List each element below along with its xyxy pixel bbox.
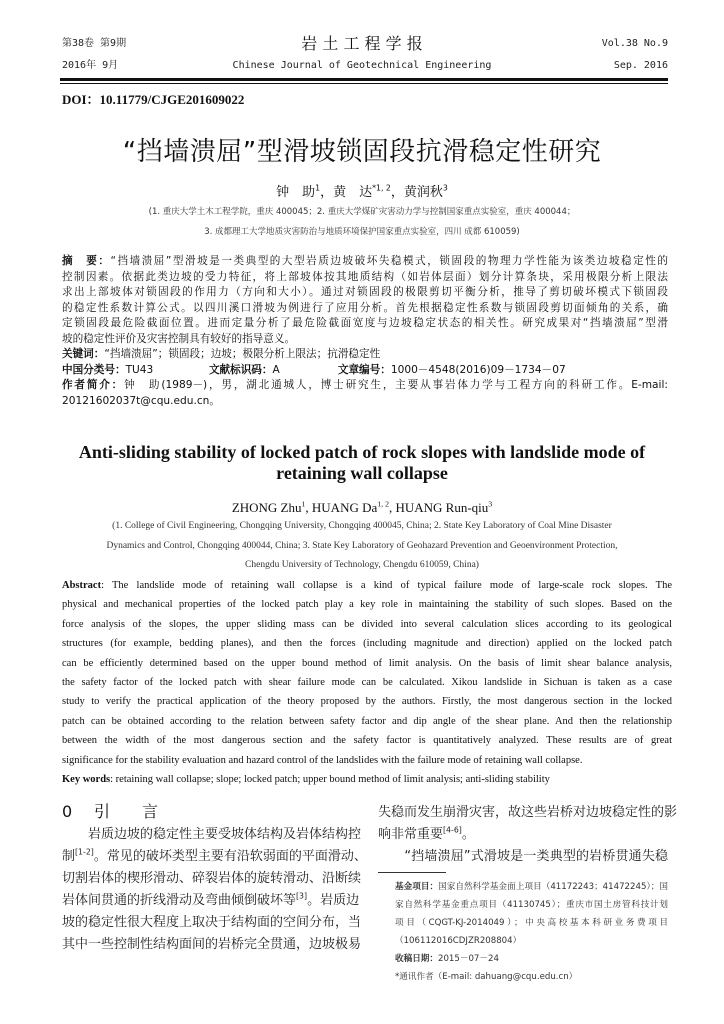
abstract-cn-text: “挡墙溃屈”型滑坡是一类典型的大型岩质边坡破坏失稳模式，锁固段的物理力学性能为该类边坡稳定性的 — [110, 255, 668, 267]
body-left-column — [62, 824, 367, 956]
abstract-en-line: structures (for example, bedding planes), and then the forces (including magnitude and direction) applied on the locked patch — [62, 638, 672, 650]
keywords-cn — [62, 347, 668, 363]
abstract-en-line: the safety factor of the locked patch with shear failure mode can be calculated. Xikou landslide in Sichuan is taken as a case — [62, 677, 672, 689]
abstract-cn-line: 的稳定性系数计算公式。以四川溪口滑坡为例进行了应用分析。首先根据稳定性系数与锁固段剪切面倾角的关系，确 — [62, 301, 668, 314]
abstract-en-text: : The landslide mode of retaining wall collapse is a kind of typical failure mode of large-scale rock slopes. The — [101, 580, 672, 591]
body-line — [62, 890, 360, 912]
keywords-cn-label: 关键词： — [62, 348, 105, 360]
author-affil-mark: 1 — [315, 183, 321, 193]
citation: [1-2] — [75, 847, 94, 857]
abstract-cn — [62, 254, 668, 409]
article-no-value: 1000－4548(2016)09－1734－07 — [390, 363, 566, 376]
author-affil-mark: *1, 2 — [372, 183, 391, 193]
classification-row — [62, 363, 668, 379]
abstract-en-line: significance for the stability evaluation and hazard control of the landslides with the failure mode of retaining wall collapse. — [62, 754, 583, 766]
title-en-line: Anti-sliding stability of locked patch of rock slopes with landslide mode of — [78, 442, 646, 462]
doc-code-value: A — [272, 363, 280, 376]
keywords-en-text: : retaining wall collapse; slope; locked patch; upper bound method of limit analysis; anti-sliding stability — [110, 774, 550, 786]
citation: [3] — [296, 891, 308, 901]
volume-issue-cn: 第38卷 第9期 — [62, 38, 127, 49]
author-intro — [62, 378, 668, 394]
doc-code-label: 文献标识码： — [208, 363, 273, 376]
affiliation-cn-line: 3. 成都理工大学地质灾害防治与地质环境保护国家重点实验室，四川 成都 610059) — [204, 227, 520, 237]
author-name: ，黄 达 — [320, 185, 373, 200]
class-label: 中国分类号： — [62, 363, 126, 376]
author-name: ，黄润秋 — [390, 185, 443, 200]
body-text: 岩体间贯通的折线滑动及弯曲倾倒破坏等 — [62, 893, 297, 908]
abstract-en-line: between the width of the most dangerous section and the safety factor is quantitatively analyzed. These results are of great — [62, 735, 672, 747]
abstract-en-label: Abstract — [62, 580, 102, 591]
article-no-label: 文章编号： — [337, 363, 391, 376]
abstract-cn-line: 坡的稳定性评价及灾害控制具有较好的指导意义。 — [62, 332, 296, 345]
fund-line: 家自然科学基金重点项目（41130745）；重庆市国土房管科技计划 — [395, 900, 668, 910]
author-email: 20121602037t@cqu.edu.cn。 — [62, 394, 220, 407]
affiliation-en-line: (1. College of Civil Engineering, Chongqing University, Chongqing 400045, China; 2. State Key Laboratory of Coal Mine Disaster — [112, 521, 612, 531]
body-line: 坡的稳定性很大程度上取决于结构面的空间分布，当 — [62, 915, 362, 930]
header-rule — [60, 78, 668, 81]
keywords-cn-text: “挡墙溃屈”；锁固段；边坡；极限分析上限法；抗滑稳定性 — [104, 348, 381, 360]
body-line — [62, 846, 367, 868]
body-text: 。常见的破坏类型主要有沿软弱面的平面滑动、 — [93, 849, 367, 864]
footnote — [395, 878, 668, 986]
abstract-en-line: study to verify the practical application of the theory proposed by the authors. Firstly, the most dangerous section in the locked — [62, 696, 672, 708]
fund-line — [395, 878, 668, 896]
abstract-cn-line — [62, 254, 668, 270]
keywords-en — [62, 770, 672, 789]
abstract-en-line: patch can be obtained according to the relation between safety factor and dip angle of the shear plane. And then the relationship — [62, 715, 672, 727]
header-rule-thin — [60, 83, 668, 84]
date-cn: 2016年 9月 — [62, 60, 119, 71]
author-name: , HUANG Run-qiu — [388, 500, 489, 515]
fund-line: 项目（CQGT-KJ-2014049）；中央高校基本科研业务费项目 — [395, 918, 668, 928]
section-title: 引 言 — [94, 802, 159, 821]
abstract-cn-line: 求出上部坡体对锁固段的作用力（方向和大小）。通过对锁固段的极限剪切平衡分析，推导了剪切破坏模式下锁固段 — [62, 286, 668, 298]
authors-en — [0, 500, 724, 516]
title-cn: “挡墙溃屈”型滑坡锁固段抗滑稳定性研究 — [122, 137, 602, 167]
author-affil-mark: 3 — [442, 183, 448, 193]
corresponding-author: *通讯作者（E-mail: dahuang@cqu.edu.cn） — [395, 972, 578, 982]
affiliation-en-line: Chengdu University of Technology, Chengdu 610059, China) — [245, 560, 479, 570]
affiliation-cn-line: (1. 重庆大学土木工程学院，重庆 400045；2. 重庆大学煤矿灾害动力学与控制国家重点实验室，重庆 400044； — [148, 207, 576, 217]
body-line: 其中一些控制性结构面间的岩桥完全贯通，边坡极易 — [62, 937, 362, 952]
author-name: ZHONG Zhu — [231, 500, 302, 515]
date-en: Sep. 2016 — [613, 60, 668, 71]
volume-issue-en: Vol.38 No.9 — [601, 38, 668, 49]
journal-title-en: Chinese Journal of Geotechnical Engineering — [232, 60, 492, 71]
body-line: 岩质边坡的稳定性主要受坡体结构及岩体结构控 — [62, 827, 362, 842]
author-name: 钟 助 — [276, 185, 316, 200]
received-label: 收稿日期： — [395, 954, 438, 964]
body-line: 切割岩体的楔形滑动、碎裂岩体的旋转滑动、沿断续 — [62, 871, 362, 886]
body-right-column — [378, 802, 678, 868]
authors-cn — [0, 185, 724, 201]
body-text: 。岩质边 — [307, 893, 360, 908]
section-heading — [62, 802, 158, 822]
fund-line: （106112016CDJZR208804） — [395, 936, 522, 946]
keywords-en-label: Key words — [62, 774, 111, 786]
body-line: 失稳而发生崩滑灾害，故这些岩桥对边坡稳定性的影 — [378, 805, 678, 820]
doi: DOI：10.11779/CJGE201609022 — [62, 92, 245, 107]
citation: [4-6] — [443, 825, 462, 835]
abstract-en-line: physical and mechanical properties of the locked patch play a key role in maintaining the stability of such slopes. Based on the — [62, 599, 672, 611]
abstract-cn-line: 控制因素。依据此类边坡的受力特征，将上部坡体按其地质结构（如岩体层面）划分计算条块，采用极限分析上限法 — [62, 270, 668, 283]
body-text: 。 — [461, 827, 475, 842]
section-number: 0 — [62, 802, 73, 821]
body-text: 响非常重要 — [378, 827, 444, 842]
author-intro-text: 钟 助(1989－)，男，湖北通城人，博士研究生，主要从事岩体力学与工程方向的科研工作。E-mail: — [124, 379, 668, 391]
body-line: “挡墙溃屈”式滑坡是一类典型的岩桥贯通失稳 — [378, 849, 668, 864]
body-line — [378, 824, 668, 846]
body-text: 制 — [62, 849, 76, 864]
abstract-en-line: can be efficiently determined based on the upper bound method of limit analysis. On the basis of limit shear balance analysis, — [62, 657, 672, 669]
title-en-line: retaining wall collapse — [276, 463, 448, 483]
fund-label: 基金项目： — [395, 882, 439, 892]
abstract-en-line — [62, 576, 672, 595]
abstract-cn-label: 摘 要： — [62, 255, 111, 267]
fund-text: 国家自然科学基金面上项目（41172243；41472245）；国 — [438, 882, 668, 892]
author-intro-label: 作者简介： — [62, 379, 125, 391]
author-affil-mark: 1 — [301, 499, 306, 509]
abstract-cn-line: 定锁固段最危险截面位置。进而定量分析了最危险截面宽度与边坡稳定状态的相关性。研究成果对“挡墙溃屈”型滑 — [62, 317, 668, 329]
received-value: 2015－07－24 — [437, 954, 499, 964]
class-value: TU43 — [125, 363, 154, 376]
footnote-rule — [378, 872, 446, 873]
author-affil-mark: 3 — [488, 499, 493, 509]
author-affil-mark: 1, 2 — [377, 499, 389, 509]
received-date — [395, 950, 668, 968]
affiliation-en-line: Dynamics and Control, Chongqing 400044, China; 3. State Key Laboratory of Geohazard Prevention and Geoenvironment Protection, — [106, 541, 618, 551]
journal-title-cn: 岩 土 工 程 学 报 — [301, 34, 423, 53]
abstract-en — [62, 576, 672, 789]
title-en — [0, 442, 724, 484]
abstract-en-line: force analysis of the slopes, the upper sliding mass can be divided into several calculation slices according to its geological — [62, 618, 672, 630]
author-name: , HUANG Da — [305, 500, 378, 515]
